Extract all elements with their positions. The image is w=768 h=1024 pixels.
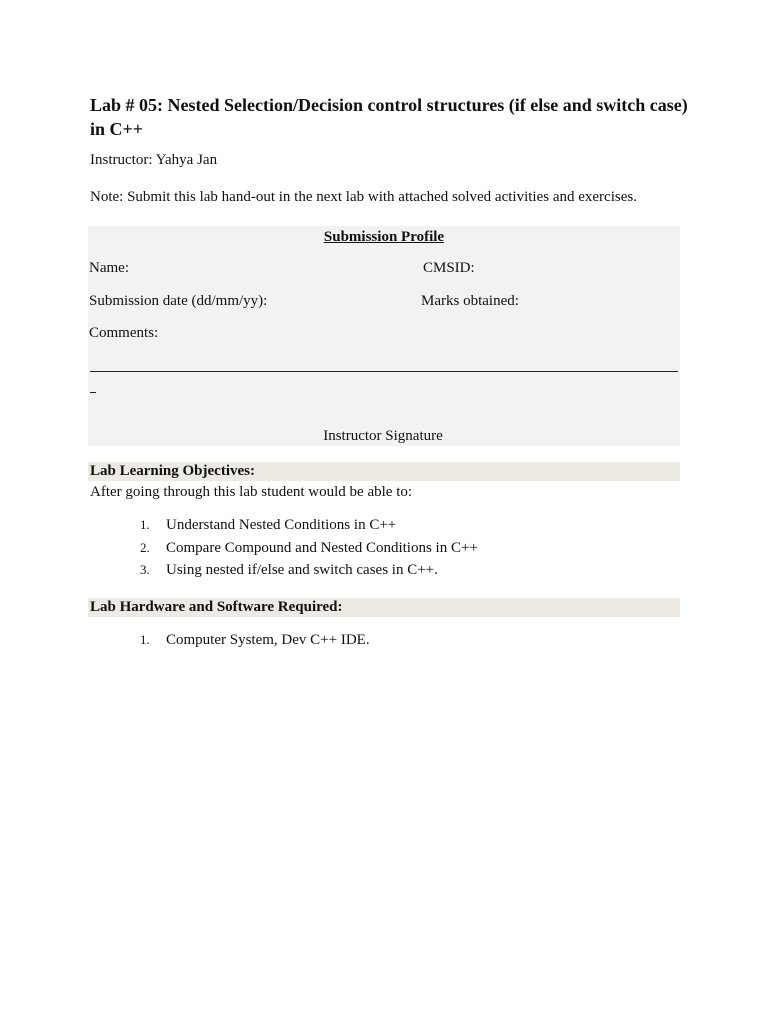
list-item-text: Compare Compound and Nested Conditions in C++: [166, 539, 478, 556]
list-item-text: Understand Nested Conditions in C++: [166, 517, 397, 533]
list-item: [140, 514, 478, 537]
instructor-signature-label: Instructor Signature: [323, 428, 443, 444]
requirements-heading-bar: [88, 598, 680, 617]
cmsid-label: CMSID:: [423, 260, 475, 276]
instructor-line: Instructor: Yahya Jan: [90, 152, 218, 168]
name-label: Name:: [89, 260, 129, 276]
list-item-number: 1.: [140, 632, 150, 647]
list-item: [140, 537, 478, 560]
list-item-number: 2.: [140, 539, 150, 555]
requirements-heading: Lab Hardware and Software Required:: [90, 599, 343, 615]
objectives-heading-bar: [88, 462, 680, 481]
submission-date-label: Submission date (dd/mm/yy):: [89, 293, 268, 309]
submission-profile-box: [88, 226, 680, 446]
list-item-text: Computer System, Dev C++ IDE.: [166, 632, 370, 648]
comments-rule-dash: [90, 392, 96, 393]
submission-profile-heading: Submission Profile: [323, 229, 445, 245]
list-item: [140, 629, 370, 652]
list-item-number: 3.: [140, 562, 150, 577]
objectives-intro: After going through this lab student would be able to:: [90, 484, 413, 500]
objectives-heading: Lab Learning Objectives:: [90, 463, 255, 479]
objectives-list: [140, 514, 478, 582]
lab-title: Lab # 05: Nested Selection/Decision control structures (if else and switch case) in C++: [90, 95, 688, 139]
comments-label: Comments:: [89, 325, 159, 341]
marks-obtained-label: Marks obtained:: [421, 293, 519, 309]
submission-note: Note: Submit this lab hand-out in the next lab with attached solved activities and exercises.: [90, 189, 637, 205]
list-item-number: 1.: [140, 517, 150, 532]
comments-rule-line: [90, 371, 678, 372]
list-item: [140, 559, 478, 582]
requirements-list: [140, 629, 370, 652]
list-item-text: Using nested if/else and switch cases in C++.: [166, 562, 438, 578]
